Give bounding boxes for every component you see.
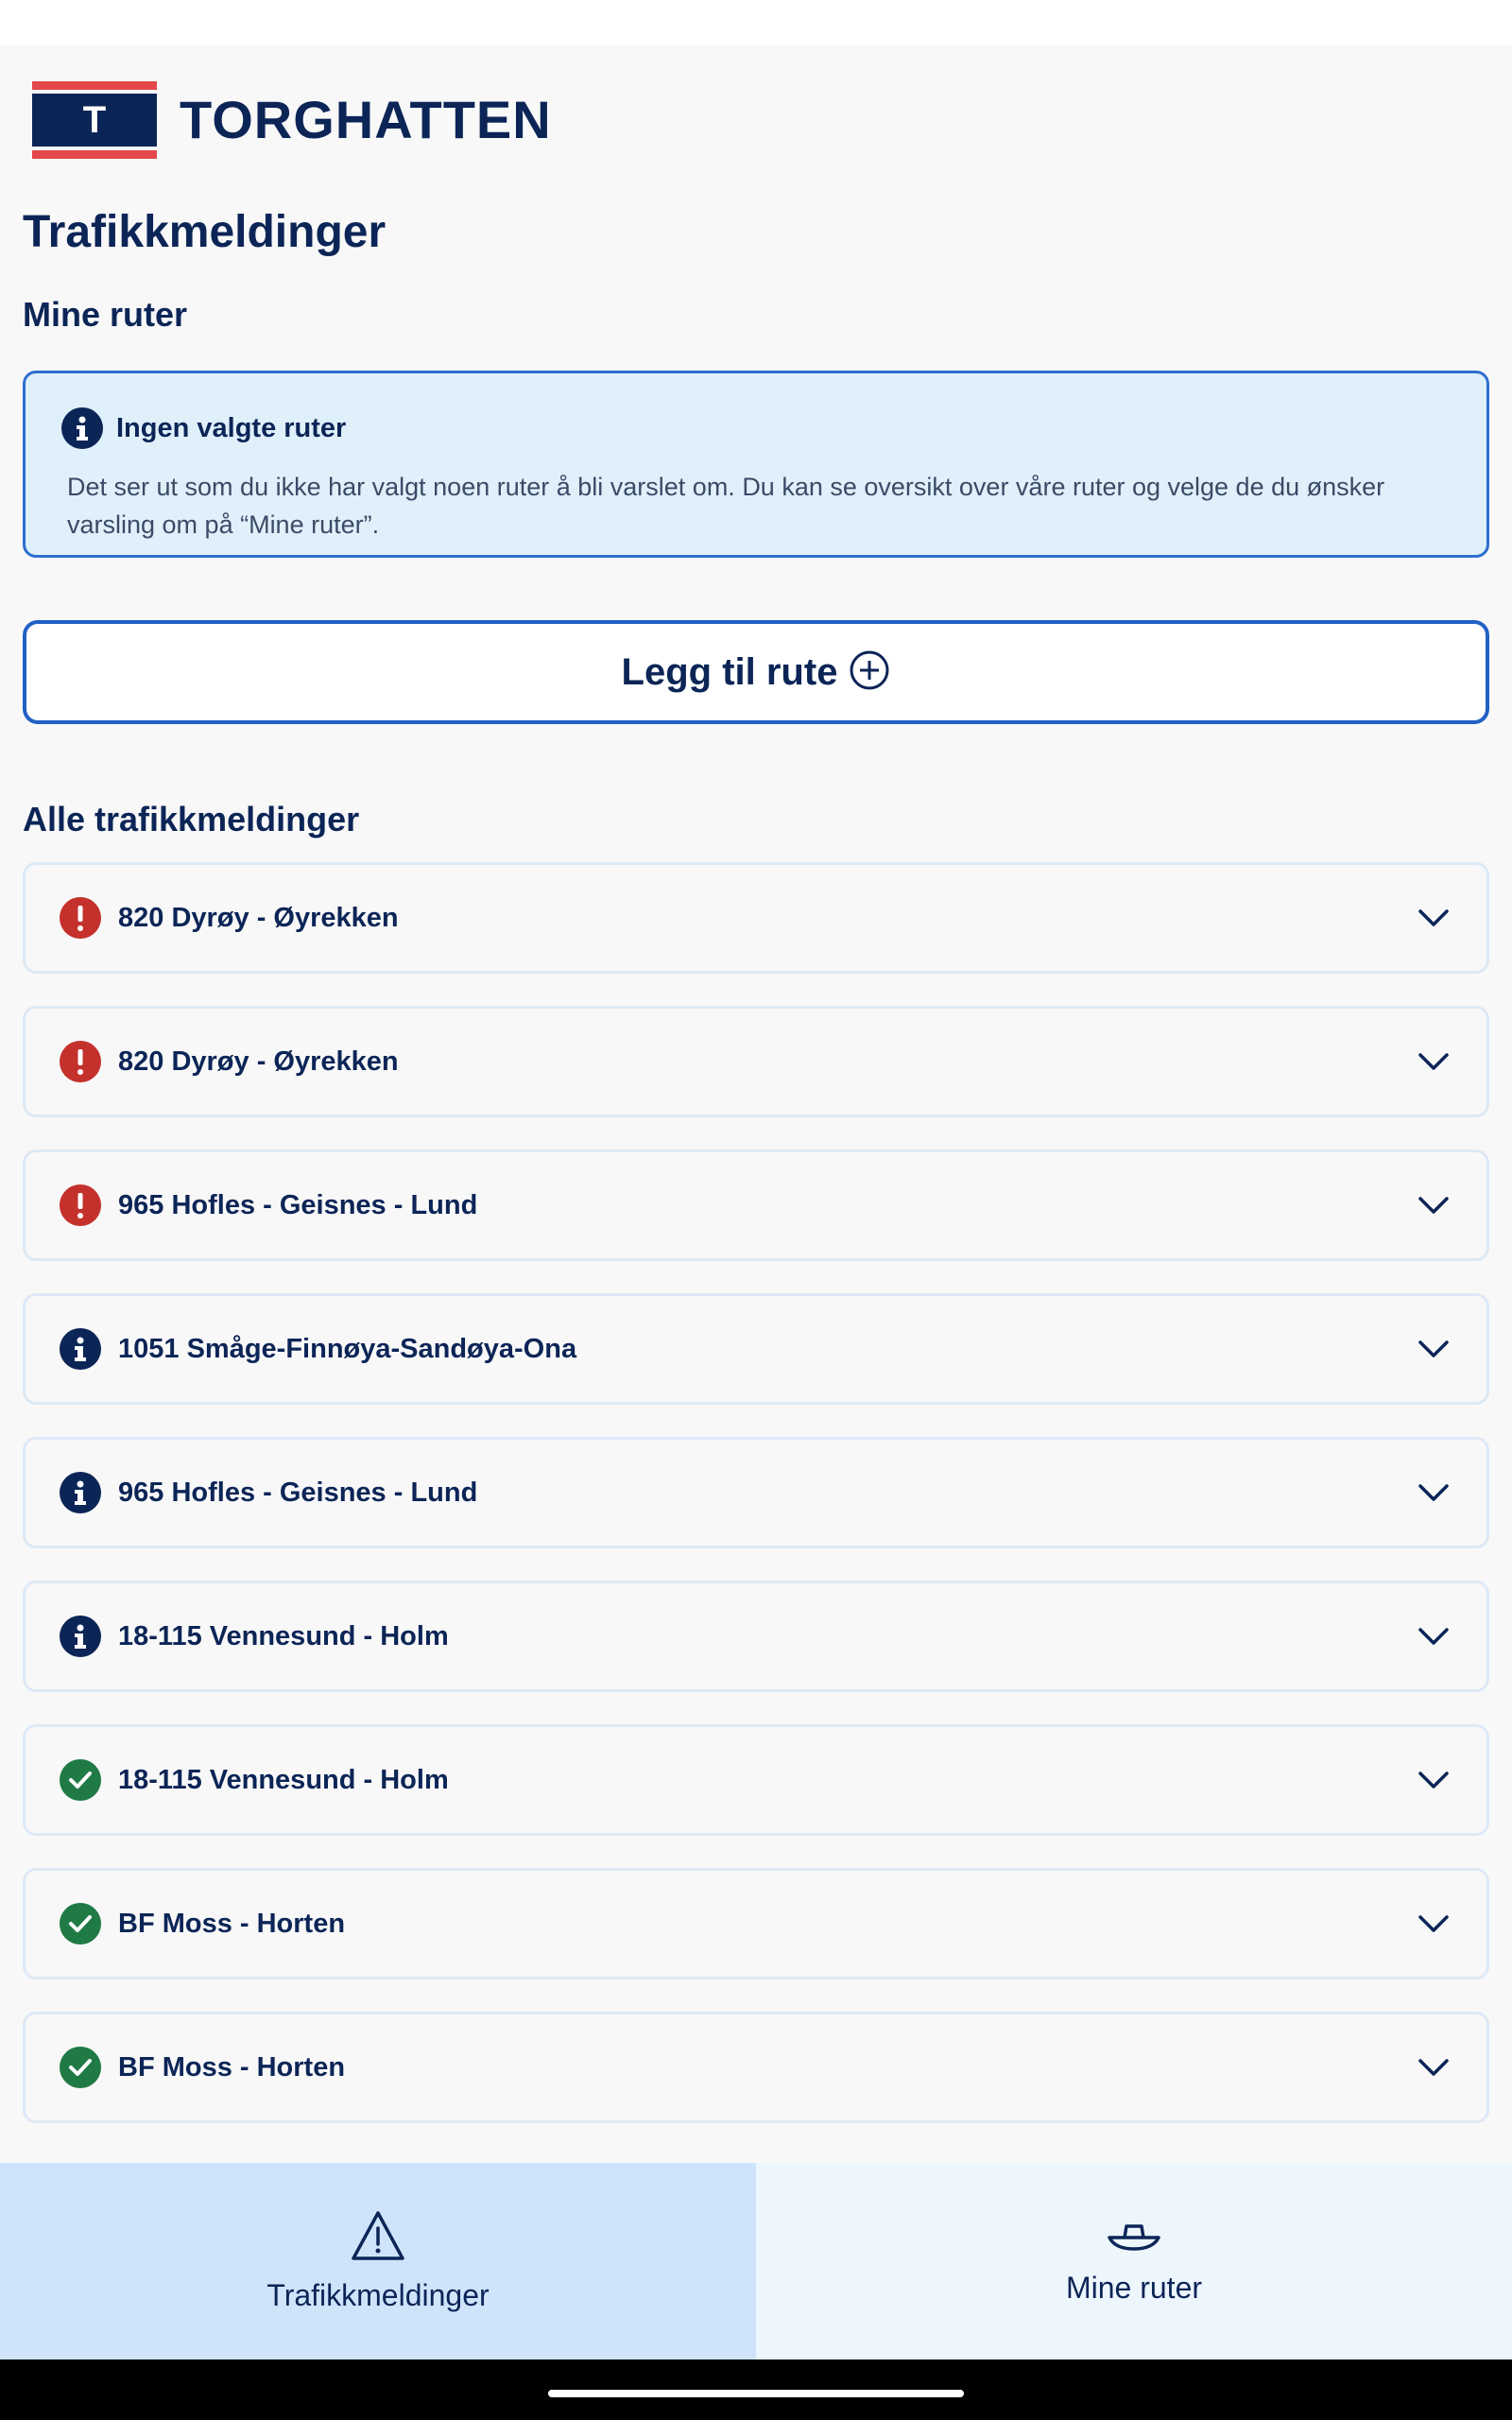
route-name: 18-115 Vennesund - Holm — [118, 1620, 449, 1651]
route-name: 965 Hofles - Geisnes - Lund — [118, 1477, 478, 1508]
alert-icon — [60, 897, 101, 939]
chevron-down-icon[interactable] — [1415, 1617, 1452, 1655]
logo-letter: T — [82, 98, 107, 141]
info-icon — [60, 1328, 101, 1370]
check-icon — [60, 1903, 101, 1945]
chevron-down-icon[interactable] — [1415, 1186, 1452, 1224]
no-routes-notice — [23, 371, 1489, 558]
warning-triangle-icon — [350, 2209, 406, 2267]
tab-trafikkmeldinger[interactable] — [0, 2163, 756, 2360]
status-bar — [0, 0, 1512, 45]
ferry-icon — [1106, 2217, 1162, 2259]
check-icon — [60, 2047, 101, 2088]
logo-mark — [32, 81, 157, 159]
traffic-message-item[interactable] — [23, 1437, 1489, 1548]
chevron-down-icon[interactable] — [1415, 1905, 1452, 1943]
info-icon — [60, 1472, 101, 1513]
alert-icon — [60, 1041, 101, 1082]
all-messages-heading: Alle trafikkmeldinger — [23, 800, 360, 838]
logo-stripe-top — [32, 81, 157, 90]
plus-circle-icon — [849, 649, 890, 696]
info-icon — [61, 407, 103, 449]
route-name: 1051 Småge-Finnøya-Sandøya-Ona — [118, 1333, 577, 1364]
tab-label: Mine ruter — [1065, 2271, 1203, 2305]
route-name: 965 Hofles - Geisnes - Lund — [118, 1189, 478, 1220]
chevron-down-icon[interactable] — [1415, 899, 1452, 937]
add-route-label: Legg til rute — [621, 650, 838, 693]
traffic-message-item[interactable] — [23, 1581, 1489, 1692]
chevron-down-icon[interactable] — [1415, 1474, 1452, 1512]
traffic-message-item[interactable] — [23, 1868, 1489, 1979]
notice-body: Det ser ut som du ikke har valgt noen ruter å bli varslet om. Du kan se oversikt over våre ruter og velge de du ønsker varsling om på “Mine ruter”. — [67, 473, 1385, 539]
tab-mine-ruter[interactable] — [756, 2163, 1512, 2360]
traffic-message-item[interactable] — [23, 1150, 1489, 1261]
logo-stripe-bottom — [32, 150, 157, 159]
route-name: BF Moss - Horten — [118, 1908, 346, 1939]
chevron-down-icon[interactable] — [1415, 1043, 1452, 1080]
chevron-down-icon[interactable] — [1415, 1761, 1452, 1799]
route-name: 820 Dyrøy - Øyrekken — [118, 902, 399, 933]
logo-band — [32, 94, 157, 147]
logo-wordmark: TORGHATTEN — [180, 90, 552, 149]
traffic-message-item[interactable] — [23, 1006, 1489, 1117]
chevron-down-icon[interactable] — [1415, 1330, 1452, 1368]
alert-icon — [60, 1184, 101, 1226]
traffic-message-item[interactable] — [23, 1293, 1489, 1405]
check-icon — [60, 1759, 101, 1801]
traffic-message-list — [23, 862, 1489, 2155]
traffic-message-item[interactable] — [23, 862, 1489, 974]
torghatten-logo — [32, 81, 552, 159]
route-name: 18-115 Vennesund - Holm — [118, 1764, 449, 1795]
mine-ruter-heading: Mine ruter — [23, 295, 188, 334]
info-icon — [60, 1616, 101, 1657]
add-route-button[interactable] — [23, 620, 1489, 724]
home-indicator[interactable] — [548, 2390, 964, 2397]
route-name: BF Moss - Horten — [118, 2051, 346, 2083]
traffic-message-item[interactable] — [23, 2012, 1489, 2123]
bottom-navigation — [0, 2163, 1512, 2360]
page-title: Trafikkmeldinger — [23, 207, 387, 257]
route-name: 820 Dyrøy - Øyrekken — [118, 1046, 399, 1077]
chevron-down-icon[interactable] — [1415, 2048, 1452, 2086]
notice-title: Ingen valgte ruter — [116, 412, 347, 443]
traffic-message-item[interactable] — [23, 1724, 1489, 1836]
tab-label: Trafikkmeldinger — [266, 2278, 490, 2312]
